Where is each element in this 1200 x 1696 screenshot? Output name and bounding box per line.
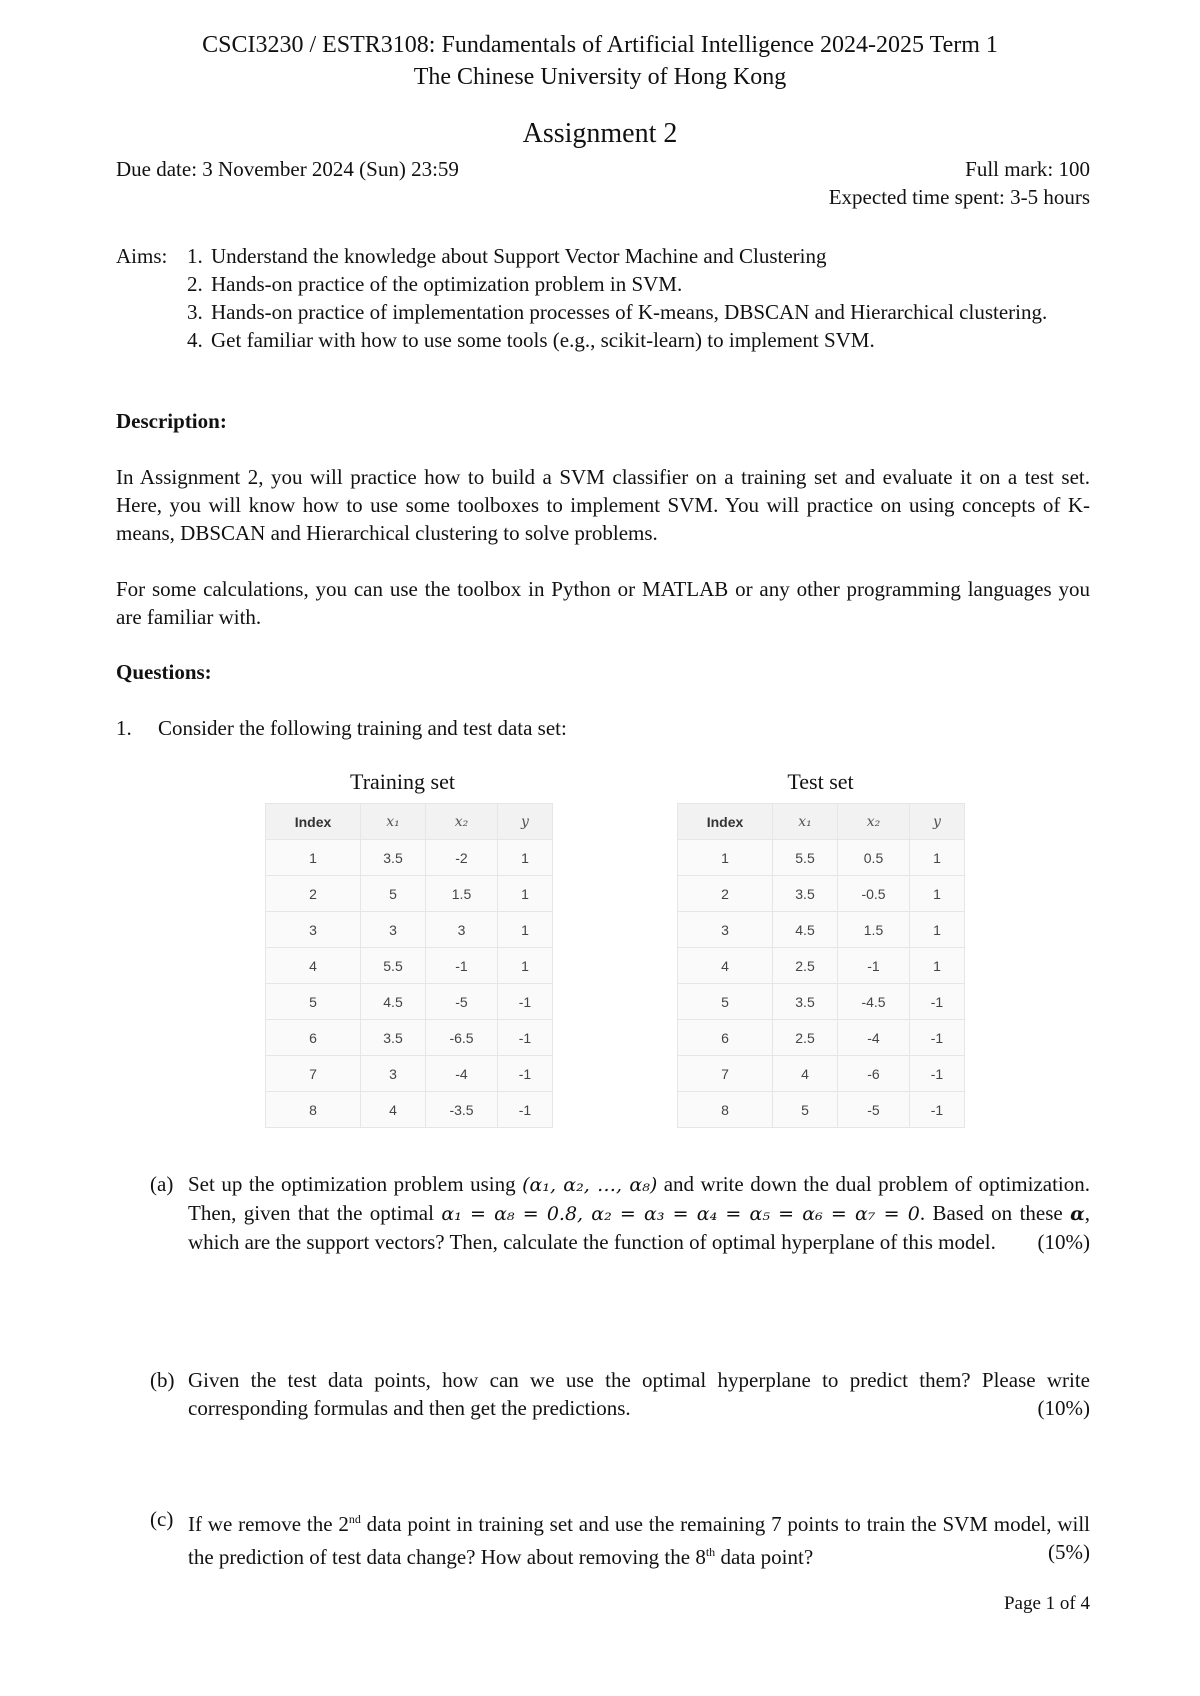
table-row [678,1092,965,1128]
table-row [678,1056,965,1092]
text-span: and write down the dual problem of optimization. Then, given that the optimal [188,1172,1091,1225]
aims-list [187,242,1090,354]
training-set-caption: Training set [350,769,455,794]
text-span: If we remove the 2 [188,1512,349,1536]
aim-text: Understand the knowledge about Support Vector Machine and Clustering [211,244,827,268]
table-cell: 1.5 [426,876,498,912]
table-cell: 4.5 [361,984,426,1020]
aim-item [187,242,1090,270]
table-cell: -1 [910,1056,965,1092]
questions-heading: Questions: [116,660,212,684]
table-row [266,948,553,984]
header-x1: x₁ [773,804,838,840]
table-cell: -3.5 [426,1092,498,1128]
table-row [678,984,965,1020]
text-span: Given the test data points, how can we use the optimal hyperplane to predict them? Please write corresponding formulas and then get the predictions. [188,1368,1090,1420]
description-paragraph-2: For some calculations, you can use the toolbox in Python or MATLAB or any other programming languages you are familiar with. [116,577,1090,629]
math-span: α [1070,1203,1085,1225]
table-cell: -1 [426,948,498,984]
table-cell: 0.5 [838,840,910,876]
due-date: Due date: 3 November 2024 (Sun) 23:59 [116,157,459,181]
description-paragraph-1: In Assignment 2, you will practice how to build a SVM classifier on a training set and evaluate it on a test set. Here, you will know how to use some toolboxes to implement SVM. You will practice on using concepts of K-means, DBSCAN and Hierarchical clustering to solve problems. [116,465,1090,545]
table-row [266,876,553,912]
table-cell: 4.5 [773,912,838,948]
table-cell: -1 [910,1020,965,1056]
table-cell: 3.5 [773,876,838,912]
table-cell: -4 [426,1056,498,1092]
table-row [266,1020,553,1056]
table-cell: 3.5 [361,840,426,876]
aim-text: Get familiar with how to use some tools (e.g., scikit-learn) to implement SVM. [211,328,875,352]
subquestion-c [150,1505,1090,1571]
table-cell: 1 [910,840,965,876]
subquestion-b-label: (b) [150,1368,175,1392]
aim-item [187,326,1090,354]
table-cell: 5 [266,984,361,1020]
table-cell: -4.5 [838,984,910,1020]
header-x1: x₁ [361,804,426,840]
subquestion-a-text [188,1170,1090,1256]
text-span: data point? [715,1545,814,1569]
table-cell: -1 [910,984,965,1020]
table-cell: 1 [678,840,773,876]
table-row [266,912,553,948]
math-span: (α₁, α₂, …, α₈) [522,1174,658,1196]
table-cell: -1 [910,1092,965,1128]
subquestion-c-mark: (5%) [1048,1540,1090,1564]
header-y: y [910,804,965,840]
header-index: Index [266,804,361,840]
table-row [678,1020,965,1056]
aim-text: Hands-on practice of the optimization problem in SVM. [211,272,683,296]
aims-label: Aims: [116,244,168,268]
table-cell: -1 [498,1056,553,1092]
table-cell: -2 [426,840,498,876]
table-row [266,1092,553,1128]
table-cell: 5 [361,876,426,912]
table-cell: 6 [678,1020,773,1056]
description-heading: Description: [116,409,227,433]
table-cell: 4 [678,948,773,984]
table-cell: -5 [838,1092,910,1128]
question-1-text: Consider the following training and test data set: [158,716,567,740]
table-cell: 2 [266,876,361,912]
table-row [266,1056,553,1092]
table-row [678,912,965,948]
table-cell: 1 [498,876,553,912]
table-row [678,876,965,912]
table-cell: 1 [498,840,553,876]
table-row [266,840,553,876]
table-cell: 5.5 [361,948,426,984]
table-cell: -6 [838,1056,910,1092]
header-x2: x₂ [838,804,910,840]
page-number: Page 1 of 4 [1003,1593,1090,1614]
text-span: data point in training set and use the remaining 7 points to train the SVM model, will the prediction of test data change? How about removing the 8 [188,1512,1090,1569]
aim-number: 3. [187,300,203,324]
table-cell: 1 [266,840,361,876]
table-cell: 1 [910,948,965,984]
table-row [678,948,965,984]
subquestion-c-label: (c) [150,1507,174,1531]
table-cell: -1 [498,984,553,1020]
test-set-caption: Test set [787,769,854,794]
assignment-title: Assignment 2 [522,118,678,149]
table-cell: 4 [266,948,361,984]
table-cell: -1 [838,948,910,984]
table-cell: -1 [498,1092,553,1128]
aim-number: 2. [187,272,203,296]
university-name: The Chinese University of Hong Kong [413,64,787,90]
table-cell: -0.5 [838,876,910,912]
aim-item [187,270,1090,298]
table-cell: 1.5 [838,912,910,948]
training-set-table [265,803,553,1128]
table-cell: 2.5 [773,1020,838,1056]
superscript: nd [348,1512,361,1526]
header-index: Index [678,804,773,840]
text-span: . Based on these [919,1201,1063,1225]
text-span: , which are the support vectors? Then, calculate the function of optimal hyperplane of this model. [188,1201,1091,1254]
table-cell: -6.5 [426,1020,498,1056]
table-cell: 3 [361,912,426,948]
aim-item [187,298,1090,326]
table-cell: 6 [266,1020,361,1056]
table-cell: 2 [678,876,773,912]
subquestion-b-text [188,1366,1090,1422]
table-cell: -4 [838,1020,910,1056]
table-cell: 1 [910,912,965,948]
subquestion-b [150,1366,1090,1422]
table-header-row [678,804,965,840]
table-cell: 4 [773,1056,838,1092]
test-set-table [677,803,965,1128]
subquestion-a [150,1170,1090,1256]
table-cell: 3.5 [361,1020,426,1056]
table-cell: 3 [426,912,498,948]
table-cell: 1 [910,876,965,912]
subquestion-b-mark: (10%) [1037,1396,1090,1420]
table-cell: 5 [678,984,773,1020]
table-row [266,984,553,1020]
header-x2: x₂ [426,804,498,840]
aim-number: 1. [187,244,203,268]
table-cell: 1 [498,948,553,984]
superscript: th [705,1545,716,1559]
table-cell: 2.5 [773,948,838,984]
table-cell: 8 [678,1092,773,1128]
table-cell: 1 [498,912,553,948]
aim-text: Hands-on practice of implementation processes of K-means, DBSCAN and Hierarchical clustering. [211,300,1048,324]
table-cell: 7 [678,1056,773,1092]
question-1-number: 1. [116,716,132,740]
table-cell: 8 [266,1092,361,1128]
text-span: Set up the optimization problem using [188,1172,516,1196]
table-cell: -5 [426,984,498,1020]
expected-time: Expected time spent: 3-5 hours [828,185,1090,209]
table-cell: 3 [678,912,773,948]
subquestion-a-mark: (10%) [1037,1230,1090,1254]
course-title: CSCI3230 / ESTR3108: Fundamentals of Artificial Intelligence 2024-2025 Term 1 [202,32,998,58]
table-cell: 7 [266,1056,361,1092]
table-cell: 5 [773,1092,838,1128]
table-cell: 5.5 [773,840,838,876]
aim-number: 4. [187,328,203,352]
header-y: y [498,804,553,840]
table-row [678,840,965,876]
table-cell: 3 [266,912,361,948]
table-cell: 3.5 [773,984,838,1020]
full-mark: Full mark: 100 [965,157,1090,181]
table-header-row [266,804,553,840]
subquestion-c-text [188,1505,1090,1571]
table-cell: 4 [361,1092,426,1128]
math-span: α₁ = α₈ = 0.8, α₂ = α₃ = α₄ = α₅ = α₆ = α₇ = 0 [441,1203,920,1225]
subquestion-a-label: (a) [150,1172,174,1196]
table-cell: 3 [361,1056,426,1092]
table-cell: -1 [498,1020,553,1056]
